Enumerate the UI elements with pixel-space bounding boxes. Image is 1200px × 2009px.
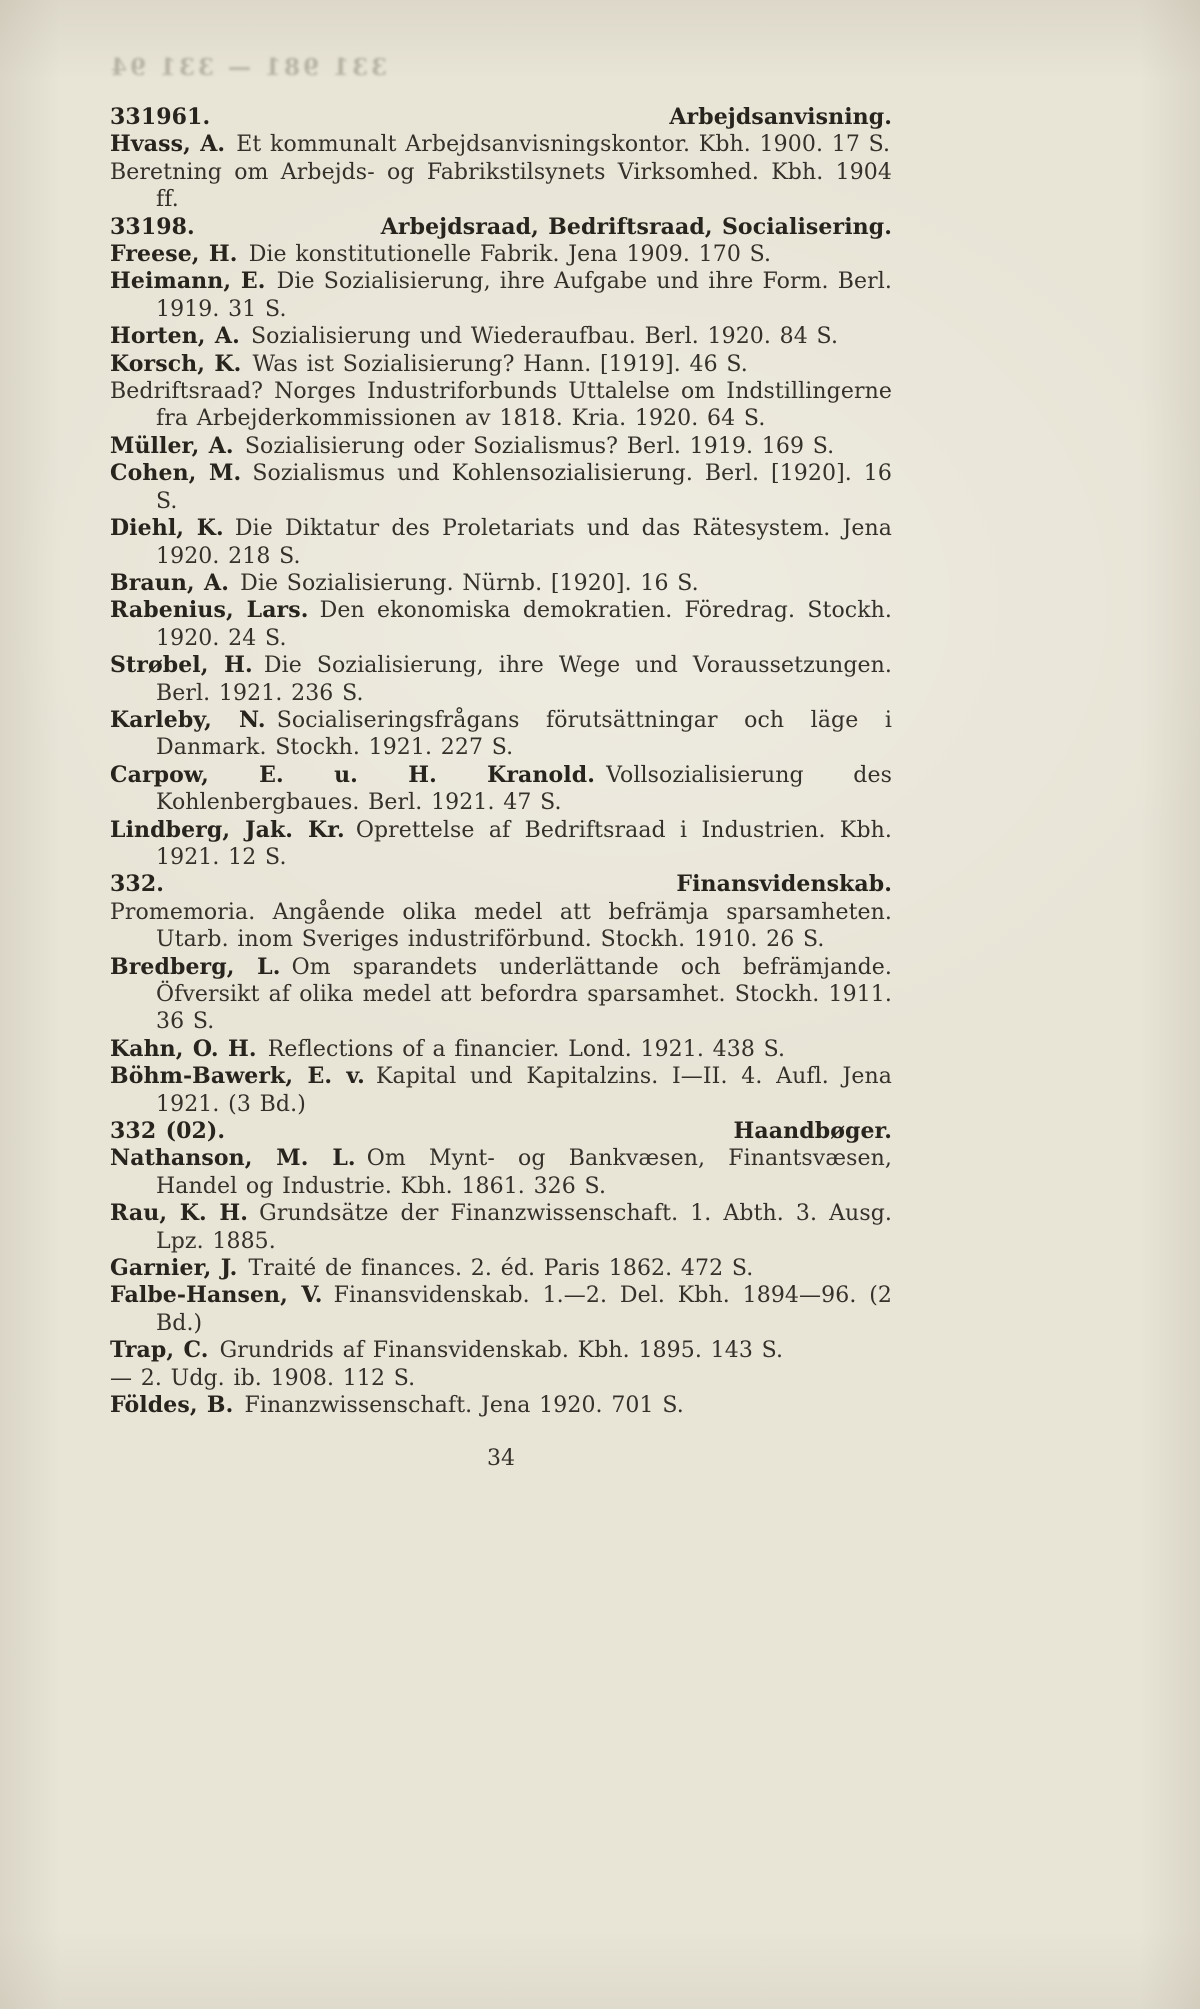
entry-author: Braun, A.: [110, 569, 229, 596]
author-gap: [234, 434, 245, 459]
entry-text: Traité de finances. 2. éd. Paris 1862. 472 S.: [248, 1256, 754, 1282]
author-gap: [224, 516, 235, 541]
entry-author: Cohen, M.: [110, 460, 242, 487]
entry-author: Horten, A.: [110, 323, 240, 350]
author-gap: [241, 352, 252, 377]
section-number: 33198.: [110, 213, 195, 240]
author-gap: [229, 571, 240, 596]
entry-text: Die Sozialisierung, ihre Wege und Voraussetzungen. Berl. 1921. 236 S.: [156, 653, 892, 706]
entry-author: Heimann, E.: [110, 268, 266, 295]
entry-author: Hvass, A.: [110, 131, 226, 158]
entry-text: Sozialisierung und Wiederaufbau. Berl. 1920. 84 S.: [250, 324, 839, 350]
bibliography-entry: [110, 817, 892, 872]
entry-text: Vollsozialisierung des Kohlenbergbaues. Berl. 1921. 47 S.: [156, 762, 892, 816]
bibliography-entry: [110, 570, 892, 597]
entry-text: Die Sozialisierung, ihre Aufgabe und ihre Form. Berl. 1919. 31 S.: [156, 269, 892, 322]
entry-text: Et kommunalt Arbejdsanvisningskontor. Kbh. 1900. 17 S.: [236, 132, 891, 158]
bibliography-entry: [110, 268, 892, 323]
entry-text: Die Sozialisierung. Nürnb. [1920]. 16 S.: [240, 570, 699, 596]
author-gap: [240, 324, 251, 349]
bibliography-entry: [110, 954, 892, 1036]
bibliography-entry: [110, 351, 892, 378]
entry-text: Finansvidenskab. 1.—2. Del. Kbh. 1894—96. (2 Bd.): [156, 1283, 892, 1336]
entry-text: Finanzwissenschaft. Jena 1920. 701 S.: [244, 1393, 684, 1419]
entry-text: Oprettelse af Bedriftsraad i Industrien. Kbh. 1921. 12 S.: [156, 817, 892, 870]
bibliography-entry: [110, 1337, 892, 1364]
author-gap: [322, 1283, 333, 1308]
entry-text: Die Diktatur des Proletariats und das Rätesystem. Jena 1920. 218 S.: [156, 516, 893, 569]
section-title: Finansvidenskab.: [676, 871, 892, 898]
author-gap: [595, 763, 606, 788]
entry-author: Rau, K. H.: [110, 1200, 249, 1227]
author-gap: [266, 269, 277, 294]
section-title: Arbejdsanvisning.: [669, 104, 892, 130]
bibliography-entry: [110, 1063, 892, 1118]
author-gap: [266, 708, 277, 733]
section-number: 331961.: [110, 104, 211, 130]
author-gap: [248, 1201, 259, 1226]
section-number: 332 (02).: [110, 1118, 226, 1145]
entry-author: Karleby, N.: [110, 706, 266, 733]
author-gap: [233, 1393, 244, 1418]
entry-text: — 2. Udg. ib. 1908. 112 S.: [110, 1365, 416, 1391]
section-header: [110, 214, 892, 241]
author-gap: [257, 1037, 268, 1062]
entry-text: Grundsätze der Finanzwissenschaft. 1. Abth. 3. Ausg. Lpz. 1885.: [156, 1201, 892, 1254]
author-gap: [356, 1146, 367, 1171]
bibliography-entry: [110, 597, 892, 652]
entry-text: Reflections of a financier. Lond. 1921. 438 S.: [267, 1036, 786, 1062]
bibliography-page: [110, 104, 892, 1420]
bleedthrough-text: 331 981 — 331 94: [108, 54, 388, 81]
bibliography-entry: [110, 241, 892, 268]
author-gap: [365, 1064, 376, 1089]
bibliography-entry: [110, 131, 892, 158]
author-gap: [253, 653, 264, 678]
bibliography-entry: [110, 378, 892, 433]
page-number: 34: [487, 1446, 515, 1471]
entry-author: Müller, A.: [110, 432, 234, 459]
bibliography-entry: [110, 1255, 892, 1282]
entry-text: Grundrids af Finansvidenskab. Kbh. 1895. 143 S.: [219, 1338, 784, 1364]
author-gap: [237, 1256, 248, 1281]
entry-author: Carpow, E. u. H. Kranold.: [110, 761, 595, 788]
bibliography-entry: [110, 762, 892, 817]
entry-text: Was ist Sozialisierung? Hann. [1919]. 46 S.: [252, 351, 748, 377]
bibliography-entry: [110, 1392, 892, 1419]
entry-text: Sozialismus und Kohlensozialisierung. Berl. [1920]. 16 S.: [156, 461, 892, 514]
entry-text: Bedriftsraad? Norges Industriforbunds Uttalelse om Indstillingerne fra Arbejderkommissionen av 1818. Kria. 1920. 64 S.: [110, 379, 892, 432]
bibliography-entry: [110, 159, 892, 214]
entry-text: Kapital und Kapitalzins. I—II. 4. Aufl. Jena 1921. (3 Bd.): [156, 1064, 892, 1117]
bibliography-entry: [110, 515, 892, 570]
bibliography-entry: [110, 1145, 892, 1200]
section-header: [110, 104, 892, 131]
entry-text: Den ekonomiska demokratien. Föredrag. Stockh. 1920. 24 S.: [156, 598, 893, 651]
author-gap: [209, 1338, 220, 1363]
section-title: Haandbøger.: [733, 1118, 892, 1145]
bibliography-entry: [110, 899, 892, 954]
bibliography-entry: [110, 460, 892, 515]
author-gap: [309, 598, 320, 623]
entry-author: Rabenius, Lars.: [110, 597, 309, 624]
entry-author: Trap, C.: [110, 1337, 209, 1364]
author-gap: [238, 242, 249, 267]
entry-text: Om Mynt- og Bankvæsen, Finantsvæsen, Handel og Industrie. Kbh. 1861. 326 S.: [156, 1146, 892, 1199]
author-gap: [225, 132, 236, 157]
entry-author: Falbe-Hansen, V.: [110, 1282, 323, 1309]
entry-text: Om sparandets underlättande och befrämjande. Öfversikt af olika medel att befordra sparsamhet. Stockh. 1911. 36 S.: [156, 954, 892, 1035]
bibliography-entry: [110, 1200, 892, 1255]
bibliography-entry: [110, 433, 892, 460]
bibliography-entry: [110, 1365, 892, 1392]
author-gap: [281, 955, 292, 980]
entry-author: Lindberg, Jak. Kr.: [110, 816, 345, 843]
bibliography-entry: [110, 323, 892, 350]
entry-author: Nathanson, M. L.: [110, 1145, 356, 1172]
entry-text: Die konstitutionelle Fabrik. Jena 1909. 170 S.: [248, 242, 772, 268]
bibliography-entry: [110, 1282, 892, 1337]
section-number: 332.: [110, 871, 164, 898]
section-header: [110, 871, 892, 898]
bibliography-entry: [110, 1036, 892, 1063]
entry-author: Böhm-Bawerk, E. v.: [110, 1063, 365, 1090]
entry-text: Beretning om Arbejds- og Fabrikstilsynets Virksomhed. Kbh. 1904 ff.: [110, 159, 892, 213]
author-gap: [345, 818, 356, 843]
entry-author: Korsch, K.: [110, 350, 242, 377]
entry-text: Sozialisierung oder Sozialismus? Berl. 1919. 169 S.: [244, 433, 835, 459]
entry-author: Kahn, O. H.: [110, 1035, 257, 1062]
entry-author: Diehl, K.: [110, 515, 224, 542]
bibliography: [110, 104, 892, 1420]
entry-author: Strøbel, H.: [110, 652, 253, 679]
author-gap: [241, 461, 252, 486]
entry-author: Bredberg, L.: [110, 953, 281, 980]
section-title: Arbejdsraad, Bedriftsraad, Socialisering.: [380, 213, 892, 240]
entry-text: Promemoria. Angående olika medel att befrämja sparsamheten. Utarb. inom Sveriges industriförbund. Stockh. 1910. 26 S.: [110, 899, 892, 953]
entry-author: Freese, H.: [110, 241, 238, 268]
section-header: [110, 1118, 892, 1145]
bibliography-entry: [110, 707, 892, 762]
entry-text: Socialiseringsfrågans förutsättningar och läge i Danmark. Stockh. 1921. 227 S.: [156, 707, 892, 761]
entry-author: Garnier, J.: [110, 1255, 238, 1282]
entry-author: Földes, B.: [110, 1392, 234, 1419]
bibliography-entry: [110, 652, 892, 707]
